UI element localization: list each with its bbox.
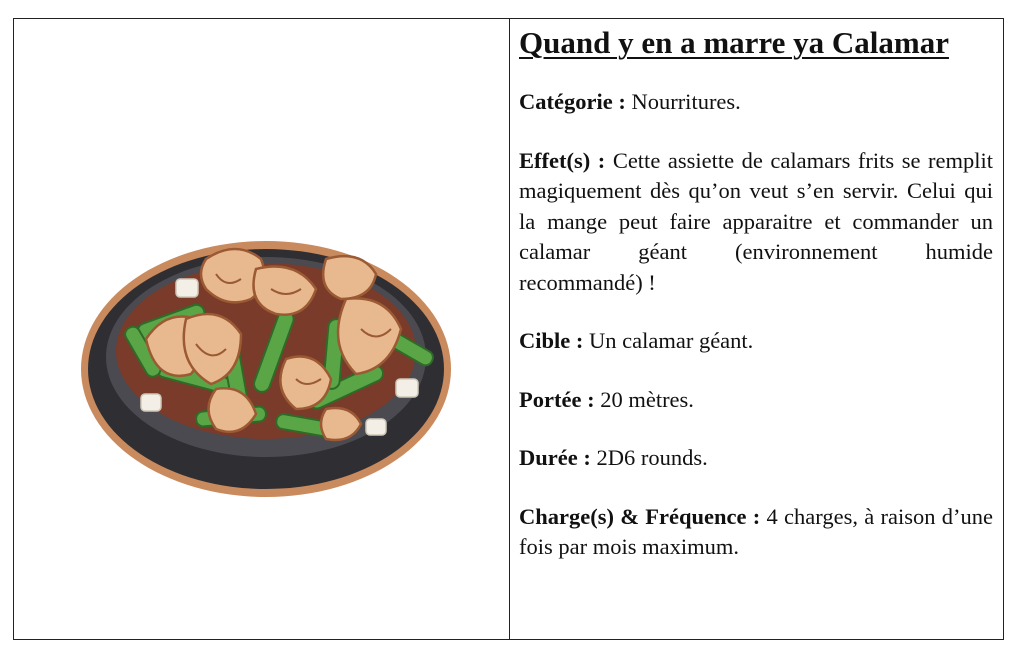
field-value: 20 mètres.	[594, 386, 694, 412]
field-value: 4 charges, à raison d’une fois par mois maximum.	[519, 503, 993, 559]
field-effects	[519, 146, 993, 299]
field-value: Un calamar géant.	[583, 328, 754, 353]
field-label: Portée :	[519, 386, 595, 412]
item-title: Quand y en a marre ya Calamar	[519, 25, 949, 60]
field-label: Cible :	[519, 328, 584, 353]
image-cell	[14, 19, 510, 639]
item-card	[13, 18, 1004, 640]
field-duration	[519, 443, 993, 474]
description-cell	[510, 19, 1003, 639]
field-charges-frequency	[519, 502, 993, 563]
field-label: Charge(s) & Fréquence :	[519, 503, 761, 529]
field-value: Cette assiette de calamars frits se remplit magiquement dès qu’on veut s’en servir. Celui qui la mange peut faire apparaitre et commander un calamar géant (environnement humide recommandé) !	[519, 147, 993, 295]
field-label: Catégorie :	[519, 89, 626, 114]
field-value: Nourritures.	[625, 89, 741, 114]
field-label: Durée :	[519, 445, 591, 470]
field-range	[519, 385, 993, 416]
squid-dish-illustration	[76, 219, 456, 504]
field-label: Effet(s) :	[519, 147, 606, 173]
field-value: 2D6 rounds.	[590, 445, 708, 470]
field-category	[519, 87, 993, 118]
field-target	[519, 326, 993, 357]
